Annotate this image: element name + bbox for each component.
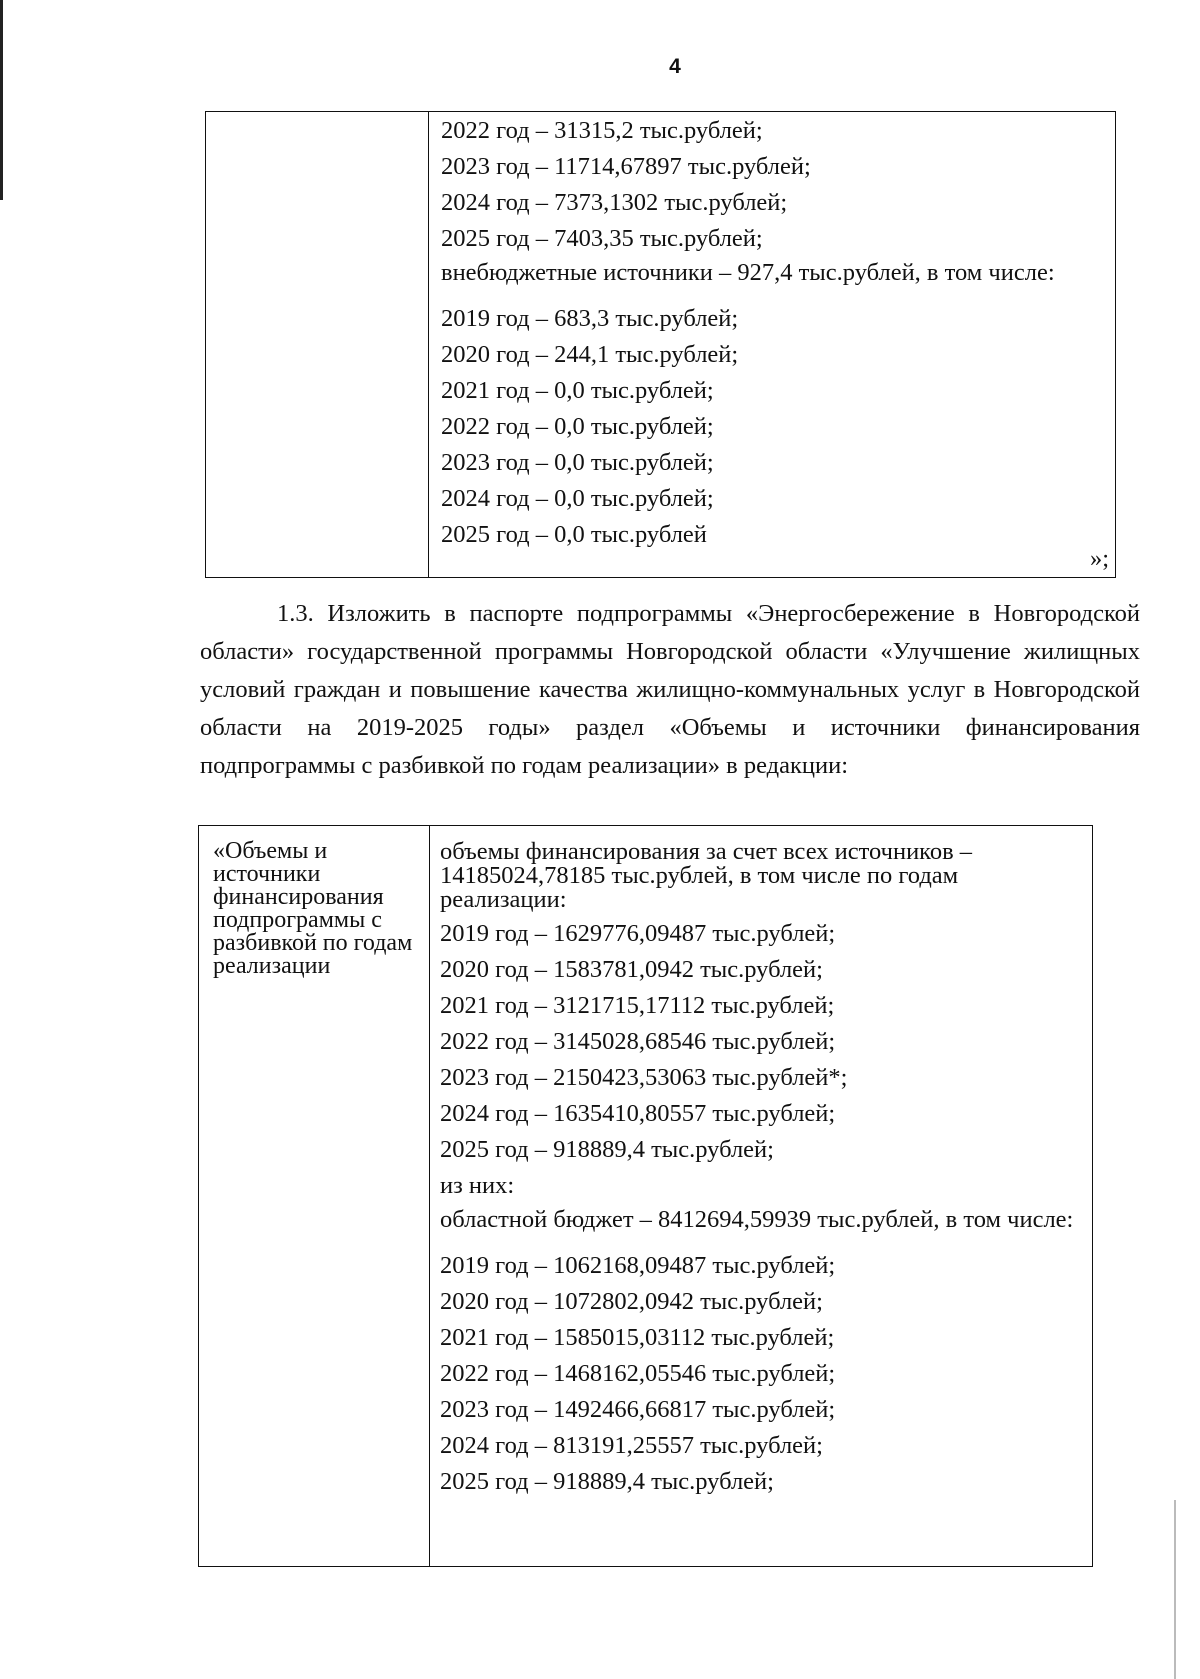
- table1-line: 2023 год – 11714,67897 тыс.рублей;: [441, 153, 811, 180]
- table1-line: 2019 год – 683,3 тыс.рублей;: [441, 305, 739, 332]
- table1-line: 2022 год – 0,0 тыс.рублей;: [441, 413, 714, 440]
- table2-line: 2019 год – 1062168,09487 тыс.рублей;: [440, 1252, 836, 1279]
- scan-right-edge: [1174, 1500, 1176, 1679]
- table2-line: 2020 год – 1072802,0942 тыс.рублей;: [440, 1288, 823, 1315]
- table2-line: 2020 год – 1583781,0942 тыс.рублей;: [440, 956, 823, 983]
- table1-line: 2022 год – 31315,2 тыс.рублей;: [441, 117, 763, 144]
- table2-line: из них:: [440, 1172, 515, 1199]
- table2-line: 2021 год – 1585015,03112 тыс.рублей;: [440, 1324, 835, 1351]
- table2-line: 2022 год – 1468162,05546 тыс.рублей;: [440, 1360, 836, 1387]
- table1-line: 2024 год – 7373,1302 тыс.рублей;: [441, 189, 788, 216]
- funding-table-section: [198, 825, 1093, 1567]
- table1-line: 2024 год – 0,0 тыс.рублей;: [441, 485, 714, 512]
- table2-label-cell: «Объемы и источники финансирования подпрограммы с разбивкой по годам реализации: [199, 826, 430, 1567]
- table2-line: 2025 год – 918889,4 тыс.рублей;: [440, 1468, 774, 1495]
- table2-line: 2023 год – 1492466,66817 тыс.рублей;: [440, 1396, 836, 1423]
- table1-line: 2020 год – 244,1 тыс.рублей;: [441, 341, 739, 368]
- table2-line: объемы финансирования за счет всех источников – 14185024,78185 тыс.рублей, в том числе по годам реализации:: [440, 838, 973, 913]
- amendment-paragraph: 1.3. Изложить в паспорте подпрограммы «Энергосбережение в Новгородской области» государственной программы Новгородской области «Улучшение жилищных условий граждан и повышение качества жилищно-коммунальных услуг в Новгородской области на 2019-2025 годы» раздел «Объемы и источники финансирования подпрограммы с разбивкой по годам реализации» в редакции:: [200, 600, 1140, 779]
- table2-line: 2023 год – 2150423,53063 тыс.рублей*;: [440, 1064, 848, 1091]
- table2-line: 2022 год – 3145028,68546 тыс.рублей;: [440, 1028, 836, 1055]
- table2-line: 2024 год – 813191,25557 тыс.рублей;: [440, 1432, 823, 1459]
- table1-line: 2025 год – 0,0 тыс.рублей: [441, 521, 707, 548]
- scan-margin-mark: [0, 0, 3, 200]
- table1-line: 2021 год – 0,0 тыс.рублей;: [441, 377, 714, 404]
- table2-line: 2024 год – 1635410,80557 тыс.рублей;: [440, 1100, 836, 1127]
- page-number: 4: [669, 55, 681, 78]
- funding-table-continuation: [205, 111, 1116, 578]
- table1-empty-label-cell: [206, 112, 429, 578]
- table2-values-cell: [430, 826, 1093, 1567]
- table1-line: 2023 год – 0,0 тыс.рублей;: [441, 449, 714, 476]
- table2-line: 2019 год – 1629776,09487 тыс.рублей;: [440, 920, 836, 947]
- closing-quote: »;: [1090, 545, 1110, 572]
- table1-values-cell: [429, 112, 1116, 578]
- table2-line: 2025 год – 918889,4 тыс.рублей;: [440, 1136, 774, 1163]
- table2-line: областной бюджет – 8412694,59939 тыс.рублей, в том числе:: [440, 1206, 1074, 1233]
- table1-line: внебюджетные источники – 927,4 тыс.рублей, в том числе:: [441, 259, 1055, 286]
- table1-line: 2025 год – 7403,35 тыс.рублей;: [441, 225, 763, 252]
- table2-line: 2021 год – 3121715,17112 тыс.рублей;: [440, 992, 835, 1019]
